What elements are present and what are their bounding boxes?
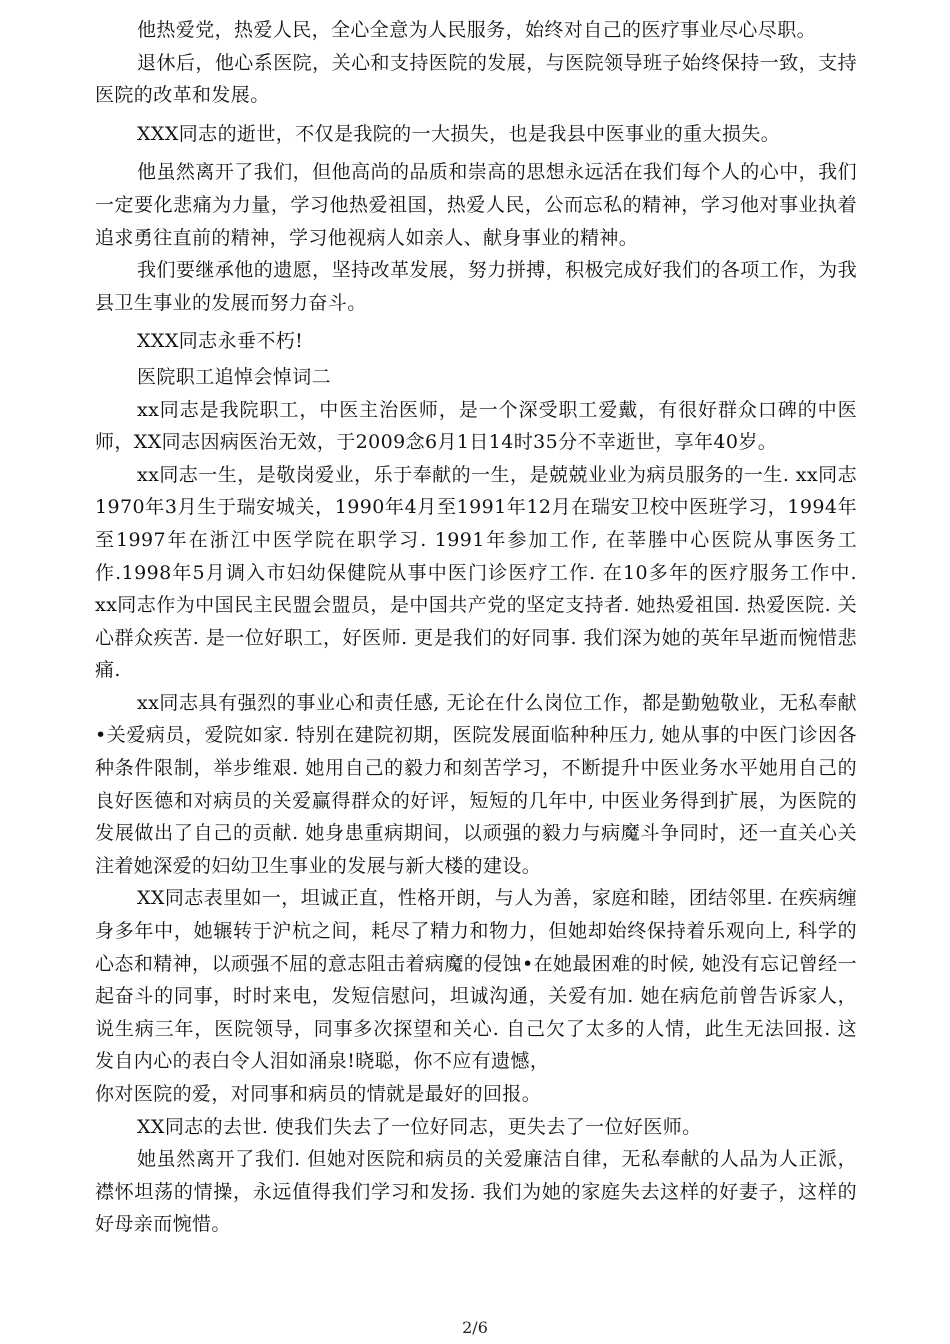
paragraph: XX同志表里如一，坦诚正直，性格开朗，与人为善，家庭和睦，团结邻里. 在疾病缠身多年中，她辗转于沪杭之间，耗尽了精力和物力，但她却始终保持着乐观向上, 科学的心态和精神，以顽强不屈的意志阻击着病魔的侵蚀•在她最困难的时候, 她没有忘记曾经一起奋斗的同事，时时来电，发短信慰问，坦诚沟通，关爱有加. 她在病危前曾告诉家人，说生病三年，医院领导，同事多次探望和关心. 自己欠了太多的人情，此生无法回报. 这发自内心的表白令人泪如涌泉!晓聪，你不应有遗憾，: [95, 887, 857, 1073]
section-heading: 医院职工追悼会悼词二: [137, 365, 332, 388]
paragraph: 你对医院的爱，对同事和病员的情就是最好的回报。: [95, 1083, 542, 1105]
paragraph: xx同志一生，是敬岗爱业，乐于奉献的一生，是兢兢业业为病员服务的一生. xx同志1970年3月生于瑞安城关，1990年4月至1991年12月在瑞安卫校中医班学习，1994年至1997年在浙江中医学院在职学习. 1991年参加工作, 在莘塍中心医院从事医务工作.1998年5月调入市妇幼保健院从事中医门诊医疗工作. 在10多年的医疗服务工作中. xx同志作为中国民主民盟会盟员，是中国共产党的坚定支持者. 她热爱祖国. 热爱医院. 关心群众疾苦. 是一位好职工，好医师. 更是我们的好同事. 我们深为她的英年早逝而惋惜悲痛.: [95, 463, 857, 682]
paragraph: XX同志的去世. 使我们失去了一位好同志，更失去了一位好医师。: [137, 1115, 702, 1138]
paragraph: 退休后，他心系医院，关心和支持医院的发展，与医院领导班子始终保持一致，支持医院的改革和发展。: [95, 51, 857, 107]
paragraph: 我们要继承他的遗愿，坚持改革发展，努力拼搏，积极完成好我们的各项工作，为我县卫生事业的发展而努力奋斗。: [95, 259, 857, 314]
paragraph: XXX同志永垂不朽!: [137, 330, 304, 353]
paragraph: XXX同志的逝世，不仅是我院的一大损失，也是我县中医事业的重大损失。: [137, 122, 781, 145]
paragraph: xx同志是我院职工，中医主治医师，是一个深受职工爱戴，有很好群众口碑的中医师，XX同志因病医治无效，于2009念6月1日14时35分不幸逝世，享年40岁。: [95, 398, 857, 454]
paragraph: 他虽然离开了我们，但他高尚的品质和崇高的思想永远活在我们每个人的心中，我们一定要化悲痛为力量，学习他热爱祖国，热爱人民，公而忘私的精神，学习他对事业执着追求勇往直前的精神，学习他视病人如亲人、献身事业的精神。: [95, 161, 857, 249]
page-number: 2/6: [462, 1318, 488, 1337]
document-page: [95, 14, 857, 1241]
paragraph: 她虽然离开了我们. 但她对医院和病员的关爱廉洁自律，无私奉献的人品为人正派，襟怀坦荡的情操，永远值得我们学习和发扬. 我们为她的家庭失去这样的好妻子，这样的好母亲而惋惜。: [95, 1148, 857, 1236]
paragraph: xx同志具有强烈的事业心和责任感, 无论在什么岗位工作，都是勤勉敬业，无私奉献•关爱病员，爱院如家. 特别在建院初期，医院发展面临种种压力, 她从事的中医门诊因各种条件限制，举步维艰. 她用自己的毅力和刻苦学习，不断提升中医业务水平她用自己的良好医德和对病员的关爱赢得群众的好评，短短的几年中, 中医业务得到扩展，为医院的发展做出了自己的贡献. 她身患重病期间，以顽强的毅力与病魔斗争同时，还一直关心关注着她深爱的妇幼卫生事业的发展与新大楼的建设。: [95, 691, 857, 877]
paragraph: 他热爱党，热爱人民，全心全意为人民服务，始终对自己的医疗事业尽心尽职。: [137, 19, 817, 41]
